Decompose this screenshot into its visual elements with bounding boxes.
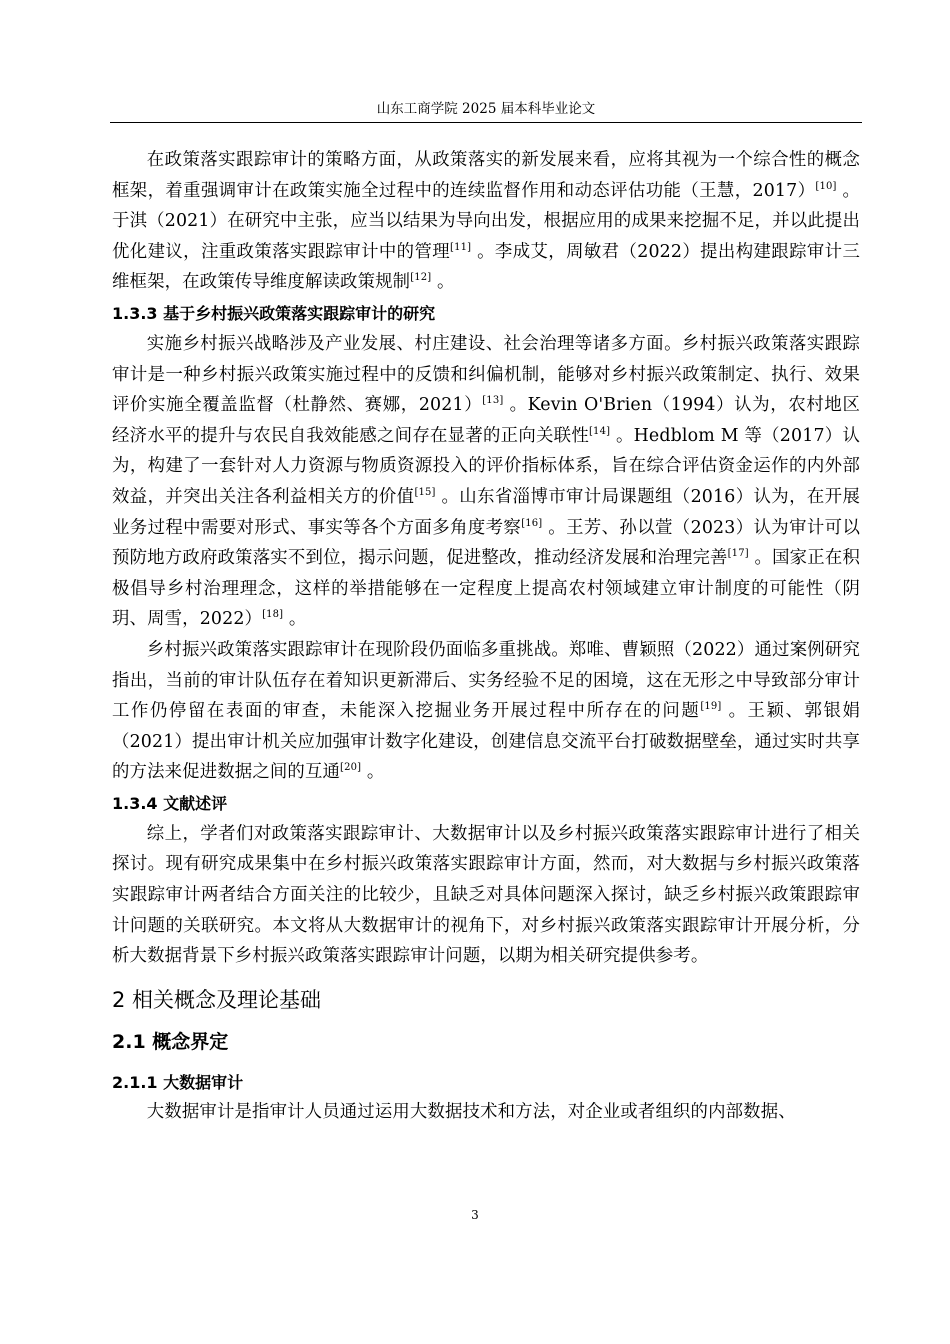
text-run: 。 [431, 272, 455, 293]
text-run: 。国家正在积极倡导乡村治理理念，这样的举措能够在一定程度上提高农村领域建立审计制度的可能性（阴玥、周雪，2022） [112, 548, 860, 630]
page-body [112, 145, 860, 1127]
text-run: 。李成艾，周敏君（2022）提出构建跟踪审计三维框架，在政策传导维度解读政策规制 [112, 241, 861, 293]
citation-ref: [12] [410, 272, 432, 284]
citation-ref: [13] [482, 395, 504, 407]
text-run: 。Kevin O'Brien（1994）认为，农村地区经济水平的提升与农民自我效能感之间存在显著的正向关联性 [112, 395, 861, 446]
citation-ref: [10] [815, 180, 837, 192]
citation-ref: [14] [589, 425, 611, 437]
page-number: 3 [471, 1208, 479, 1222]
text-run: 。王芳、孙以萱（2023）认为审计可以预防地方政府政策落实不到位，揭示问题，促进整改，推动经济发展和治理完善 [112, 517, 860, 569]
text-run: 。于淇（2021）在研究中主张，应当以结果为导向出发，根据应用的成果来挖掘不足，并以此提出优化建议，注重政策落实跟踪审计中的管理 [112, 180, 861, 262]
heading-2-1-1: 2.1.1 大数据审计 [112, 1072, 244, 1092]
running-header: 山东工商学院 2025 届本科毕业论文 [376, 101, 596, 117]
citation-ref: [15] [414, 487, 436, 499]
text-run: 乡村振兴政策落实跟踪审计在现阶段仍面临多重挑战。郑唯、曹颖照（2022）通过案例研究指出，当前的审计队伍存在着知识更新滞后、实务经验不足的困境，这在无形之中导致部分审计工作仍停留在表面的审查，未能深入挖掘业务开展过程中所存在的问题 [112, 639, 860, 722]
heading-1-3-3: 1.3.3 基于乡村振兴政策落实跟踪审计的研究 [112, 303, 436, 323]
citation-ref: [11] [450, 241, 472, 253]
text-run: 。山东省淄博市审计局课题组（2016）认为，在开展业务过程中需要对形式、事实等各个方面多角度考察 [112, 486, 860, 538]
paragraph-challenges [112, 635, 860, 788]
header-rule [110, 122, 862, 123]
citation-ref: [16] [521, 517, 543, 529]
citation-ref: [17] [727, 548, 749, 560]
paragraph-policy-strategy [112, 145, 860, 298]
text-run: 。Hedblom M 等（2017）认为，构建了一套针对人力资源与物质资源投入的评价指标体系，旨在综合评估资金运作的内外部效益，并突出关注各利益相关方的价值 [112, 425, 860, 507]
text-run: 在政策落实跟踪审计的策略方面，从政策落实的新发展来看，应将其视为一个综合性的概念框架，着重强调审计在政策实施全过程中的连续监督作用和动态评估功能（王慧，2017） [112, 150, 860, 201]
citation-ref: [18] [262, 609, 284, 621]
text-run: 。 [361, 762, 385, 783]
heading-1-3-4: 1.3.4 文献述评 [112, 793, 228, 813]
paragraph-rural-revitalization [112, 329, 860, 635]
heading-chapter-2: 2 相关概念及理论基础 [112, 987, 322, 1012]
citation-ref: [19] [700, 701, 722, 713]
text-run: 实施乡村振兴战略涉及产业发展、村庄建设、社会治理等诸多方面。乡村振兴政策落实跟踪审计是一种乡村振兴政策实施过程中的反馈和纠偏机制，能够对乡村振兴政策制定、执行、效果评价实施全覆盖监督（杜静然、赛娜，2021） [112, 333, 860, 416]
paragraph-literature-review: 综上，学者们对政策落实跟踪审计、大数据审计以及乡村振兴政策落实跟踪审计进行了相关探讨。现有研究成果集中在乡村振兴政策落实跟踪审计方面，然而，对大数据与乡村振兴政策落实跟踪审计两者结合方面关注的比较少，且缺乏对具体问题深入探讨，缺乏乡村振兴政策跟踪审计问题的关联研究。本文将从大数据审计的视角下，对乡村振兴政策落实跟踪审计开展分析，分析大数据背景下乡村振兴政策落实跟踪审计问题，以期为相关研究提供参考。 [112, 823, 860, 967]
paragraph-big-data-audit: 大数据审计是指审计人员通过运用大数据技术和方法，对企业或者组织的内部数据、 [146, 1101, 796, 1122]
citation-ref: [20] [340, 762, 362, 774]
text-run: 。 [283, 609, 307, 630]
heading-2-1: 2.1 概念界定 [112, 1030, 229, 1053]
text-run: 。王颖、郭银娟（2021）提出审计机关应加强审计数字化建设，创建信息交流平台打破数据壁垒，通过实时共享的方法来促进数据之间的互通 [112, 701, 860, 783]
